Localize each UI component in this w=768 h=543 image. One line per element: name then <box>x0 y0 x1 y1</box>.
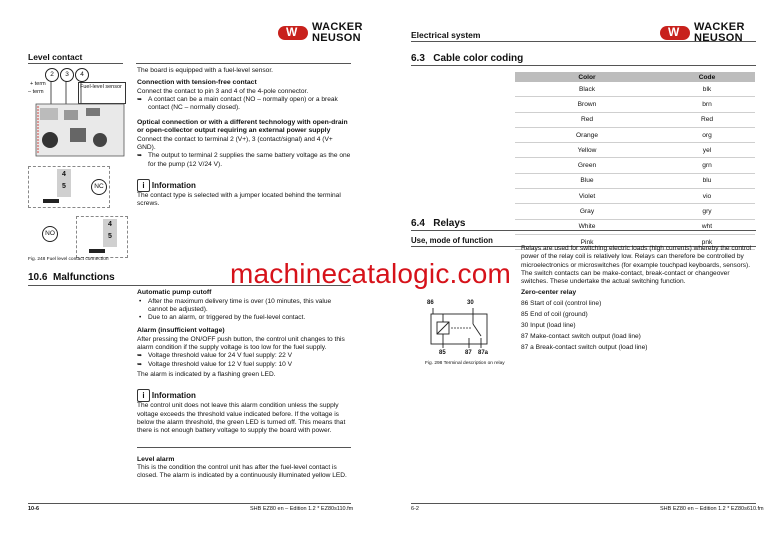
level-alarm-heading: Level alarm <box>137 455 175 463</box>
alarm-threshold-12v: ➥ Voltage threshold value for 12 V fuel supply: 10 V <box>137 361 351 369</box>
terminal-4-label: 4 <box>75 68 89 82</box>
wacker-neuson-logo-left <box>278 22 363 44</box>
footer-edition-left: SHB EZ80 en – Edition 1.2 * EZ80s110.fm <box>250 506 354 512</box>
brand-line2: NEUSON <box>312 32 361 44</box>
code-cell: blk <box>659 82 755 97</box>
code-cell: grn <box>659 158 755 173</box>
terminal-item: 87 a Break-contact switch output (load line) <box>521 343 648 351</box>
section-title: Relays <box>433 218 466 229</box>
auto-cutoff-item: • After the maximum delivery time is over (10 minutes, this value cannot be adjusted). <box>137 298 351 315</box>
term-minus-label: – term <box>28 89 44 95</box>
tension-free-note: ➥ A contact can be a main contact (NO – normally open) or a break contact (NC – normally closed). <box>137 96 351 113</box>
pin-4-label: 4 <box>108 221 112 228</box>
code-cell: Red <box>659 112 755 127</box>
footer-divider <box>411 503 756 504</box>
alarm-led-text: The alarm is indicated by a flashing green LED. <box>137 371 276 379</box>
page-number-left: 10-6 <box>28 506 40 512</box>
nc-label: NC <box>91 179 107 195</box>
section-title-level-contact: Level contact <box>28 52 83 62</box>
control-board-drawing <box>28 66 128 158</box>
table-row <box>515 82 755 97</box>
tension-free-heading: Connection with tension-free contact <box>137 79 257 87</box>
figure-248-caption: Fig. 248 Fuel level contact connection <box>28 257 109 262</box>
pin-5-label: 5 <box>108 233 112 240</box>
watermark-text: machinecatalogic.com <box>230 258 512 289</box>
terminal-item: 85 End of coil (ground) <box>521 310 588 318</box>
terminal-85-label: 85 <box>439 350 446 356</box>
zero-center-heading: Zero-center relay <box>521 289 577 297</box>
no-jumper-diagram <box>76 216 128 258</box>
wacker-logo-mark <box>278 26 308 40</box>
table-row <box>515 127 755 142</box>
footer-divider <box>28 503 351 504</box>
color-cell: Gray <box>515 204 659 219</box>
auto-cutoff-heading: Automatic pump cutoff <box>137 289 212 296</box>
code-cell: org <box>659 127 755 142</box>
tension-free-text: Connect the contact to pin 3 and 4 of the 4-pole connector. <box>137 87 309 95</box>
information-icon: i <box>137 389 150 402</box>
use-mode-heading: Use, mode of function <box>411 236 493 245</box>
terminal-86-label: 86 <box>427 300 434 306</box>
table-row <box>515 219 755 234</box>
relay-use-text: Relays are used for switching electric loads (high currents) whereby the control power of the relay coil is relatively low. Relays can therefore be controlled by microelectronics or microswitches (for example touchpad keyboards, sensors). The switch contacts can be make-contact, break-contact or changeover switches. These undertake the actual switching function. <box>521 245 752 286</box>
malfunctions-heading <box>28 272 115 283</box>
relays-body <box>521 245 757 353</box>
pin-4-label: 4 <box>62 171 66 178</box>
term-plus-label: + term <box>30 81 46 87</box>
color-cell: Black <box>515 82 659 97</box>
auto-cutoff-item: • Due to an alarm, or triggered by the fuel-level contact. <box>137 314 351 322</box>
level-contact-body <box>137 67 351 208</box>
code-cell: yel <box>659 143 755 158</box>
code-cell: pnk <box>659 234 755 249</box>
relays-heading <box>411 218 466 229</box>
color-cell: White <box>515 219 659 234</box>
cable-color-heading <box>411 53 523 64</box>
relay-terminal-figure <box>425 300 495 362</box>
info1-text: The contact type is selected with a jumper located behind the terminal screws. <box>137 191 341 208</box>
alarm-text: After pressing the ON/OFF push button, the control unit changes to this alarm condition if the supply voltage is too low for the fuel supply. <box>137 335 345 352</box>
alarm-heading: Alarm (insufficient voltage) <box>137 327 225 335</box>
table-row <box>515 204 755 219</box>
malfunctions-body <box>137 289 351 481</box>
pin-5-label: 5 <box>62 183 66 190</box>
code-cell: blu <box>659 173 755 188</box>
code-cell: gry <box>659 204 755 219</box>
terminal-3-label: 3 <box>60 68 74 82</box>
information-icon: i <box>137 179 150 192</box>
table-row <box>515 97 755 112</box>
section-number: 6.4 <box>411 218 425 229</box>
table-row <box>515 143 755 158</box>
chapter-header: Electrical system <box>411 30 481 40</box>
table-row <box>515 189 755 204</box>
optical-note: ➥ The output to terminal 2 supplies the same battery voltage as the one for the pump (12 V/24 V). <box>137 152 351 169</box>
terminal-item: 86 Start of coil (control line) <box>521 299 602 307</box>
section-number: 10.6 <box>28 272 48 283</box>
divider <box>411 230 756 231</box>
brand-line2: NEUSON <box>694 32 743 44</box>
code-cell: brn <box>659 97 755 112</box>
color-cell: Red <box>515 112 659 127</box>
table-header-row <box>515 72 755 82</box>
info2-text: The control unit does not leave this alarm condition unless the supply voltage exceeds the threshold value indicated before. If the voltage is below the alarm threshold, the green LED is turned off. This means that there is not enough battery voltage to supply the board with power. <box>137 402 346 435</box>
color-column-header: Color <box>515 72 659 82</box>
color-cell: Green <box>515 158 659 173</box>
terminal-87-label: 87 <box>465 350 472 356</box>
code-column-header: Code <box>659 72 755 82</box>
footer-edition-right: SHB EZ80 en – Edition 1.2 * EZ80s610.fm <box>660 506 764 512</box>
level-contact-figure <box>28 66 128 256</box>
jumper <box>43 199 59 203</box>
terminal-87a-label: 87a <box>478 350 489 356</box>
divider <box>136 63 351 64</box>
color-cell: Orange <box>515 127 659 142</box>
info1-title: Information <box>151 180 196 190</box>
color-cell: Pink <box>515 234 659 249</box>
alarm-threshold-24v: ➥ Voltage threshold value for 24 V fuel supply: 22 V <box>137 352 351 360</box>
table-row <box>515 112 755 127</box>
code-cell: wht <box>659 219 755 234</box>
level-alarm-text: This is the condition the control unit has after the fuel-level contact is closed. The alarm is indicated by a continuously illuminated yellow LED. <box>137 464 347 480</box>
color-cell: Yellow <box>515 143 659 158</box>
color-cell: Violet <box>515 189 659 204</box>
info2-title: Information <box>151 391 196 401</box>
section-title: Cable color coding <box>433 53 524 64</box>
terminal-2-label: 2 <box>45 68 59 82</box>
page-number-right: 6-2 <box>411 506 419 512</box>
intro-text: The board is equipped with a fuel-level sensor. <box>137 67 273 74</box>
wacker-logo-mark <box>660 26 690 40</box>
terminal-item: 30 Input (load line) <box>521 321 576 329</box>
relay-schematic <box>425 308 495 348</box>
section-number: 6.3 <box>411 53 425 64</box>
brand-line1: WACKER <box>694 21 745 33</box>
optical-text: Connect the contact to terminal 2 (V+), 3 (contact/signal) and 4 (V+ GND). <box>137 135 333 151</box>
header-divider <box>411 41 756 42</box>
section-title: Malfunctions <box>53 272 115 283</box>
no-label: NO <box>42 226 58 242</box>
color-cell: Brown <box>515 97 659 112</box>
optical-heading: Optical connection or with a different technology with open-drain or open-collector output requiring an external power supply <box>137 118 348 135</box>
code-cell: vio <box>659 189 755 204</box>
terminal-30-label: 30 <box>467 300 474 306</box>
table-row <box>515 158 755 173</box>
jumper <box>89 249 105 253</box>
table-row <box>515 173 755 188</box>
fuel-level-sensor-label: Fuel-level sensor <box>78 82 126 104</box>
cable-color-table <box>515 72 755 250</box>
brand-line1: WACKER <box>312 21 363 33</box>
figure-298-caption: Fig. 298 Terminal description on relay <box>425 361 505 366</box>
divider <box>28 63 123 64</box>
terminal-item: 87 Make-contact switch output (load line) <box>521 332 641 340</box>
divider <box>411 65 756 66</box>
color-cell: Blue <box>515 173 659 188</box>
